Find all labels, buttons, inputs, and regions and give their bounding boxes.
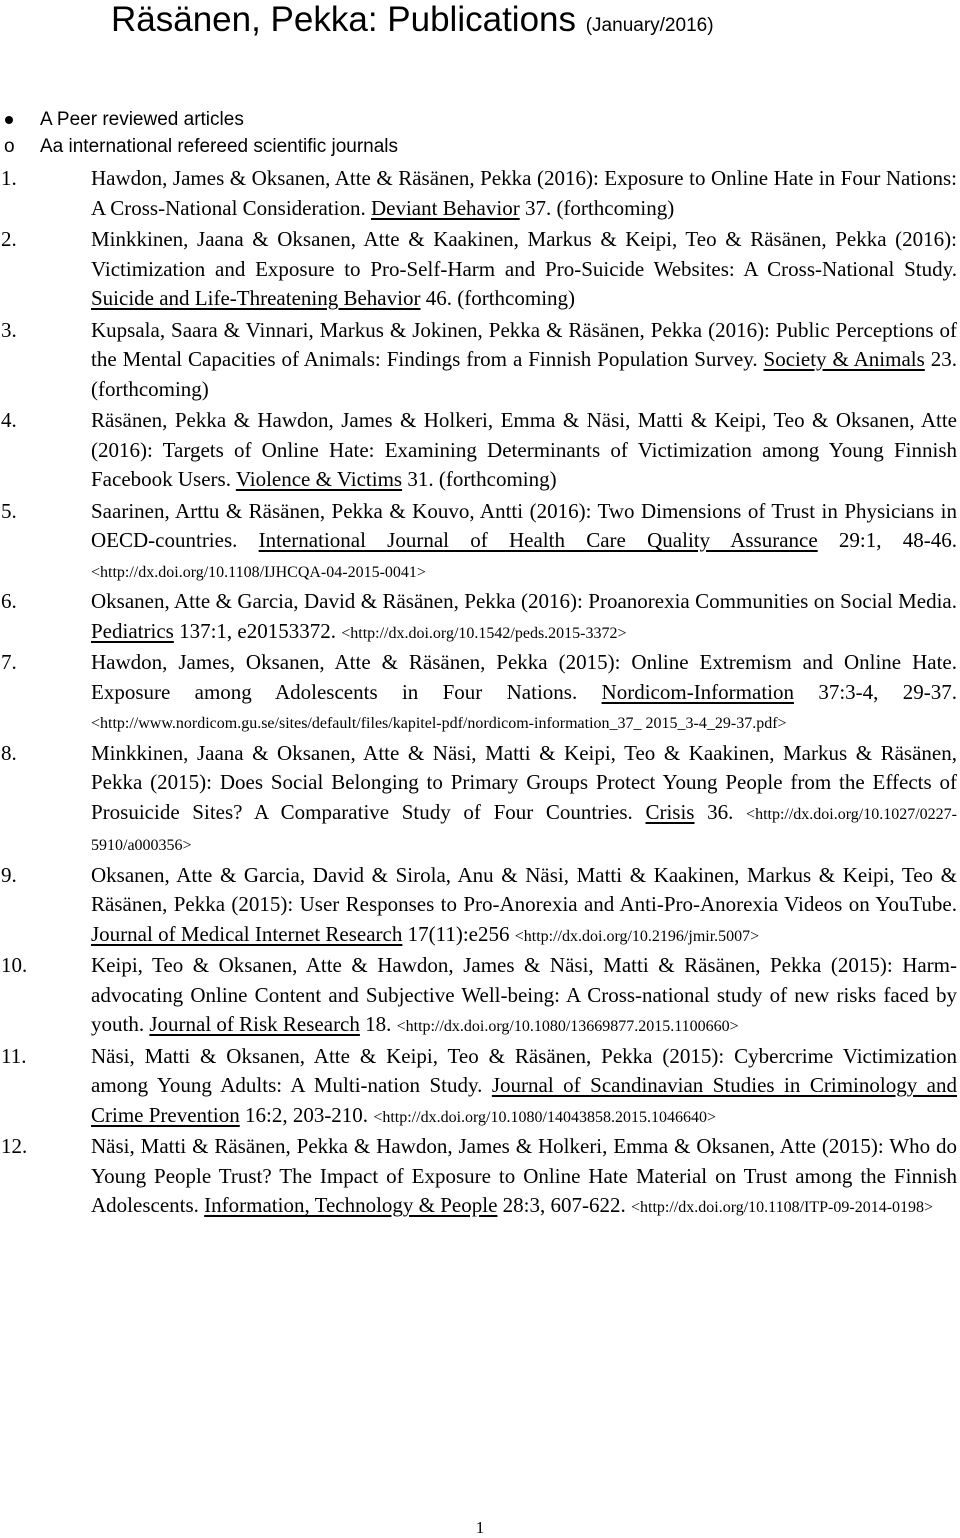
- entry-citation: Oksanen, Atte & Garcia, David & Räsänen, Pekka (2016): Proanorexia Communities on Social Media.: [91, 589, 957, 613]
- entry-citation: Kupsala, Saara & Vinnari, Markus & Jokinen, Pekka & Räsänen, Pekka (2016): Public Perceptions of the Mental Capacities of Animals: Findings from a Finnish Population Survey.: [91, 317, 957, 371]
- entry-number: 12.: [1, 1134, 28, 1158]
- entry-number: 4.: [1, 408, 17, 432]
- journal-title[interactable]: Violence & Victims: [235, 467, 403, 491]
- circle-marker-icon: o: [4, 136, 15, 157]
- entry-details: 28:3, 607-622.: [497, 1193, 631, 1217]
- entry-number: 7.: [1, 650, 17, 674]
- doi-link[interactable]: <http://dx.doi.org/10.2196/jmir.5007>: [514, 927, 760, 945]
- entry-number: 8.: [1, 740, 17, 765]
- doi-link[interactable]: <http://dx.doi.org/10.1542/peds.2015-3372>: [341, 624, 627, 642]
- entry-number: 5.: [1, 498, 17, 523]
- entry-details: 16:2, 203-210.: [239, 1102, 374, 1127]
- entry-number: 2.: [1, 227, 17, 251]
- publication-entry: [0, 406, 960, 497]
- journal-title[interactable]: Deviant Behavior: [370, 195, 520, 220]
- entry-citation: Keipi, Teo & Oksanen, Atte & Hawdon, James & Näsi, Matti & Räsänen, Pekka (2015): Harm-advocating Online Content and Subjective Well-being: A Cross-national study of new risks faced by youth.: [91, 953, 957, 1036]
- entry-citation: Räsänen, Pekka & Hawdon, James & Holkeri, Emma & Näsi, Matti & Keipi, Teo & Oksanen, Atte (2016): Targets of Online Hate: Examining Determinants of Victimization among Young Finnish Facebook Users.: [91, 408, 957, 491]
- doi-link[interactable]: <http://dx.doi.org/10.1027/0227-5910/a000356>: [91, 805, 957, 854]
- entry-citation: Näsi, Matti & Räsänen, Pekka & Hawdon, James & Holkeri, Emma & Oksanen, Atte (2015): Who do Young People Trust? The Impact of Exposure to Online Hate Material on Trust among the Finnish Adolescents.: [91, 1134, 957, 1217]
- journal-title[interactable]: Journal of Scandinavian Studies in Criminology and Crime Prevention: [91, 1073, 957, 1127]
- entry-body: [91, 587, 957, 648]
- entry-details: 18.: [359, 1012, 397, 1036]
- journal-title[interactable]: Society & Animals: [763, 347, 925, 371]
- journal-title[interactable]: Crisis: [645, 799, 695, 824]
- entry-body: [91, 497, 957, 588]
- entry-details: 36.: [694, 799, 747, 824]
- entry-number: 6.: [1, 589, 17, 613]
- entry-details: 137:1, e20153372.: [173, 618, 342, 643]
- publication-entry: [0, 497, 960, 588]
- publication-entry: [0, 225, 960, 316]
- entry-citation: Minkkinen, Jaana & Oksanen, Atte & Kaakinen, Markus & Keipi, Teo & Räsänen, Pekka (2016): Victimization and Exposure to Pro-Self-Harm and Pro-Suicide Websites: A Cross-National Study.: [91, 227, 957, 281]
- section-heading-aa: [0, 135, 700, 159]
- journal-title[interactable]: Suicide and Life-Threatening Behavior: [91, 286, 421, 310]
- page-title: [111, 0, 931, 46]
- publication-entry: [0, 587, 960, 648]
- entry-body: [91, 739, 957, 861]
- doi-link[interactable]: <http://www.nordicom.gu.se/sites/default/files/kapitel-pdf/nordicom-information_37_ 2015_3-4_29-37.pdf>: [91, 715, 787, 732]
- journal-title[interactable]: Nordicom-Information: [601, 679, 794, 704]
- entry-body: [91, 406, 957, 497]
- journal-title[interactable]: Information, Technology & People: [204, 1193, 498, 1217]
- title-date: (January/2016): [585, 15, 714, 36]
- entry-body: [91, 164, 957, 225]
- page-number: 1: [475, 1518, 485, 1537]
- entry-details: 46. (forthcoming): [420, 286, 576, 310]
- publication-entry: [0, 739, 960, 861]
- publication-entry: [0, 316, 960, 407]
- entry-citation: Hawdon, James & Oksanen, Atte & Räsänen, Pekka (2016): Exposure to Online Hate in Four Nations: A Cross-National Consideration.: [91, 166, 957, 220]
- entry-number: 9.: [1, 862, 17, 887]
- journal-title[interactable]: Pediatrics: [91, 618, 174, 643]
- section-a-label: A Peer reviewed articles: [40, 109, 244, 130]
- entry-body: [91, 225, 957, 316]
- publication-list: [0, 164, 960, 1223]
- entry-citation: Minkkinen, Jaana & Oksanen, Atte & Näsi, Matti & Keipi, Teo & Kaakinen, Markus & Räsänen, Pekka (2015): Does Social Belonging to Primary Groups Protect Young People from the Effects of Prosuicide Sites? A Comparative Study of Four Countries.: [91, 740, 957, 824]
- journal-title[interactable]: Journal of Risk Research: [149, 1012, 360, 1036]
- entry-body: [91, 316, 957, 407]
- entry-citation: Oksanen, Atte & Garcia, David & Sirola, Anu & Näsi, Matti & Kaakinen, Markus & Keipi, Teo & Räsänen, Pekka (2015): User Responses to Pro-Anorexia and Anti-Pro-Anorexia Videos on YouTube.: [91, 862, 957, 916]
- entry-body: [91, 1042, 957, 1133]
- entry-body: [91, 648, 957, 739]
- entry-citation: Hawdon, James, Oksanen, Atte & Räsänen, Pekka (2015): Online Extremism and Online Hate. Exposure among Adolescents in Four Nations.: [91, 650, 957, 704]
- entry-citation: Saarinen, Arttu & Räsänen, Pekka & Kouvo, Antti (2016): Two Dimensions of Trust in Physicians in OECD-countries.: [91, 498, 957, 552]
- entry-number: 11.: [1, 1043, 27, 1068]
- publication-entry: [0, 1132, 960, 1223]
- entry-details: 37:3-4, 29-37.: [794, 679, 957, 704]
- section-heading-a: [0, 108, 700, 132]
- publication-entry: [0, 164, 960, 225]
- doi-link[interactable]: <http://dx.doi.org/10.1108/IJHCQA-04-2015-0041>: [91, 563, 426, 581]
- publication-entry: [0, 861, 960, 952]
- doi-link[interactable]: <http://dx.doi.org/10.1080/14043858.2015.1046640>: [373, 1108, 716, 1126]
- entry-number: 10.: [1, 953, 28, 977]
- entry-details: 37. (forthcoming): [519, 195, 675, 220]
- bullet-icon: [5, 116, 13, 124]
- entry-details: 23. (forthcoming): [91, 347, 958, 401]
- entry-details: 31. (forthcoming): [402, 467, 557, 491]
- title-text: Räsänen, Pekka: Publications: [111, 0, 576, 39]
- entry-number: 1.: [1, 166, 17, 190]
- entry-body: [91, 861, 957, 952]
- doi-link[interactable]: <http://dx.doi.org/10.1080/13669877.2015.1100660>: [396, 1018, 739, 1035]
- entry-body: [91, 1132, 957, 1223]
- doi-link[interactable]: <http://dx.doi.org/10.1108/ITP-09-2014-0198>: [631, 1199, 934, 1216]
- publication-entry: [0, 648, 960, 739]
- publication-entry: [0, 951, 960, 1042]
- journal-title[interactable]: International Journal of Health Care Quality Assurance: [258, 528, 818, 552]
- entry-details: 17(11):e256: [402, 921, 515, 946]
- section-aa-label: Aa international refereed scientific journals: [40, 136, 399, 157]
- journal-title[interactable]: Journal of Medical Internet Research: [91, 921, 403, 946]
- entry-citation: Näsi, Matti & Oksanen, Atte & Keipi, Teo & Räsänen, Pekka (2015): Cybercrime Victimization among Young Adults: A Multi-nation Study.: [91, 1043, 957, 1097]
- entry-number: 3.: [1, 317, 17, 342]
- entry-details: 29:1, 48-46.: [817, 528, 958, 552]
- entry-body: [91, 951, 957, 1042]
- publication-entry: [0, 1042, 960, 1133]
